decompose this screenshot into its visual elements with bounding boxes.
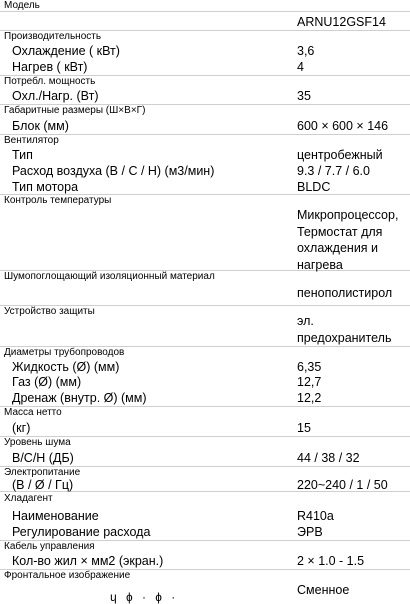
gas-value: 12,7 <box>297 375 322 389</box>
front-header: Фронтальное изображение <box>4 570 131 581</box>
cable-value: 2 × 1.0 - 1.5 <box>297 554 365 568</box>
heating-label: Нагрев ( кВт) <box>12 60 88 74</box>
dims-header: Габаритные размеры (Ш×В×Г) <box>4 105 146 116</box>
dims-label: Блок (мм) <box>12 119 69 133</box>
liquid-label: Жидкость (Ø) (мм) <box>12 360 120 374</box>
temp-control-line: нагрева <box>297 257 343 272</box>
temp-control-value <box>297 207 409 273</box>
fan-type-label: Тип <box>12 148 33 162</box>
insulation-value: пенополистирол <box>297 286 393 300</box>
model-value: ARNU12GSF14 <box>297 15 386 29</box>
dims-value: 600 × 600 × 146 <box>297 119 389 133</box>
airflow-label: Расход воздуха (В / С / Н) (м3/мин) <box>12 164 215 178</box>
row-divider <box>0 134 410 135</box>
power-header: Потребл. мощность <box>4 76 96 87</box>
capacity-header: Производительность <box>4 31 102 42</box>
cooling-value: 3,6 <box>297 44 315 58</box>
insulation-header: Шумопоглощающий изоляционный материал <box>4 271 215 282</box>
cable-label: Кол-во жил × мм2 (экран.) <box>12 554 164 568</box>
gas-label: Газ (Ø) (мм) <box>12 375 82 389</box>
mass-value: 15 <box>297 421 311 435</box>
mass-header: Масса нетто <box>4 407 62 418</box>
cut-off-text: ɥ ɸ · ɸ · <box>110 590 179 604</box>
liquid-value: 6,35 <box>297 360 322 374</box>
protection-line: эл. <box>297 314 314 328</box>
temp-control-line: Микропроцессор, <box>297 208 399 222</box>
noise-value: 44 / 38 / 32 <box>297 451 360 465</box>
pipes-header: Диаметры трубопроводов <box>4 347 125 358</box>
drain-value: 12,2 <box>297 391 322 405</box>
noise-header: Уровень шума <box>4 437 71 448</box>
cooling-label: Охлаждение ( кВт) <box>12 44 120 58</box>
cable-header: Кабель управления <box>4 541 95 552</box>
supply-header: Электропитание <box>4 467 81 478</box>
front-value: Сменное <box>297 583 350 597</box>
refrigerant-header: Хладагент <box>4 493 53 504</box>
fan-type-value: центробежный <box>297 148 383 162</box>
motor-label: Тип мотора <box>12 180 79 194</box>
supply-label: (В / Ø / Гц) <box>12 478 74 492</box>
motor-value: BLDC <box>297 180 331 194</box>
temp-control-line: Термостат для <box>297 224 383 239</box>
fan-header: Вентилятор <box>4 135 59 146</box>
protection-value <box>297 313 409 346</box>
refrigerant-name-label: Наименование <box>12 509 99 523</box>
mass-label: (кг) <box>12 421 31 435</box>
regulation-label: Регулирование расхода <box>12 525 151 539</box>
temp-control-header: Контроль температуры <box>4 195 112 206</box>
drain-label: Дренаж (внутр. Ø) (мм) <box>12 391 147 405</box>
model-header: Модель <box>4 0 40 11</box>
airflow-value: 9.3 / 7.7 / 6.0 <box>297 164 370 178</box>
noise-label: В/С/Н (ДБ) <box>12 451 74 465</box>
supply-value: 220~240 / 1 / 50 <box>297 478 388 492</box>
protection-line: предохранитель <box>297 330 392 345</box>
power-value: 35 <box>297 89 311 103</box>
heating-value: 4 <box>297 60 304 74</box>
temp-control-line: охлаждения и <box>297 241 379 255</box>
protection-header: Устройство защиты <box>4 306 95 317</box>
row-divider <box>0 11 410 12</box>
regulation-value: ЭРВ <box>297 525 323 539</box>
refrigerant-name-value: R410a <box>297 509 334 523</box>
power-label: Охл./Нагр. (Вт) <box>12 89 99 103</box>
